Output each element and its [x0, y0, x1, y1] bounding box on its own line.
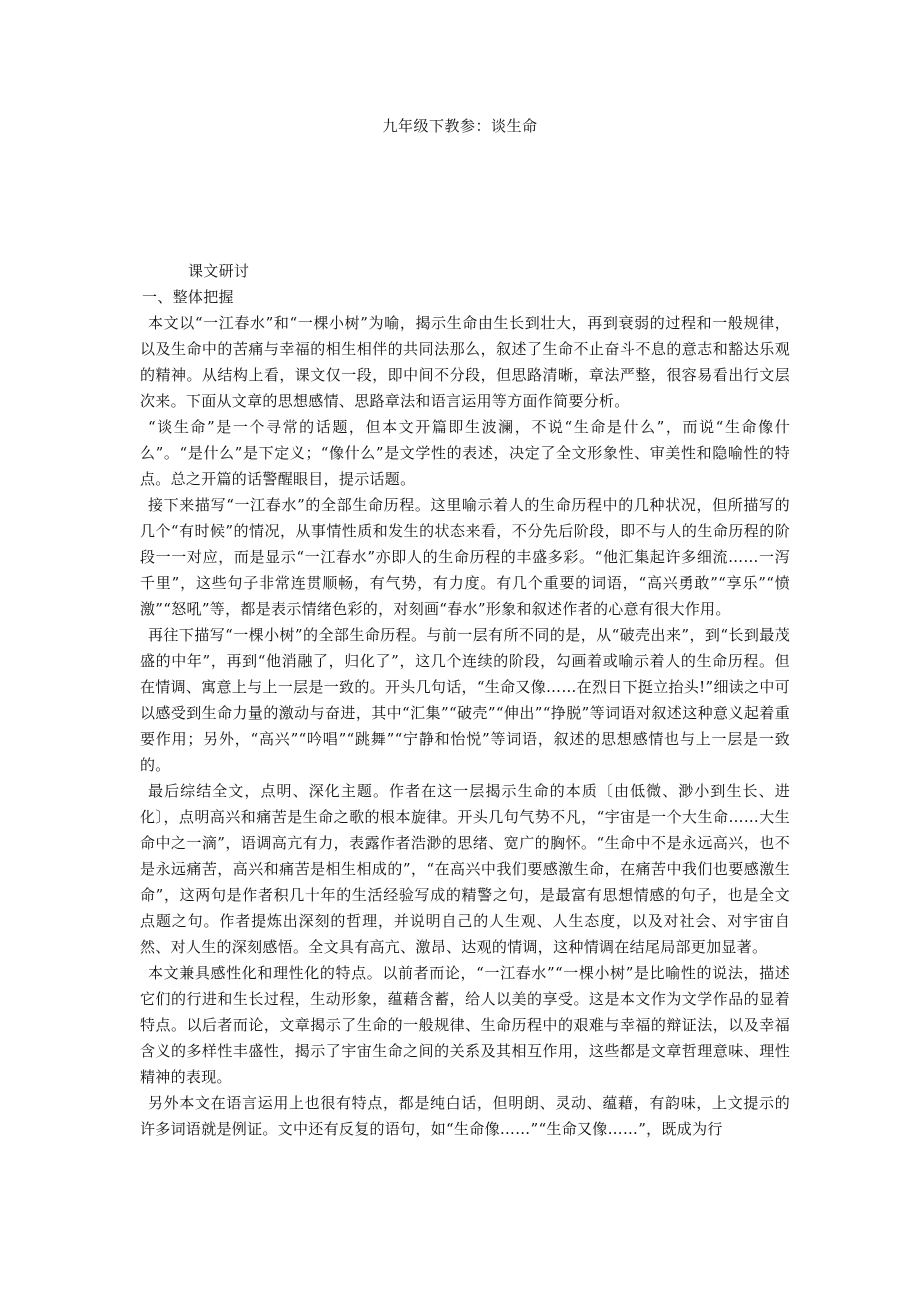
document-title: 九年级下教参：谈生命 [382, 117, 538, 135]
paragraph-1: 本文以“一江春水”和“一棵小树”为喻，揭示生命由生长到壮大，再到衰弱的过程和一般规律，以及生命中的苦痛与幸福的相生相伴的共同法那么，叙述了生命不止奋斗不息的意志和豁达乐观的精神。从结构上看，课文仅一段，即中间不分段，但思路清晰，章法严整，很容易看出行文层次来。下面从文章的思想感情、思路章法和语言运用等方面作简要分析。 [140, 314, 790, 410]
paragraph-7: 另外本文在语言运用上也很有特点，都是纯白话，但明朗、灵动、蕴藉，有韵味，上文提示的许多词语就是例证。文中还有反复的语句，如“生命像……”“生命又像……”，既成为行 [140, 1094, 790, 1138]
paragraph-6: 本文兼具感性化和理性化的特点。以前者而论，“一江春水”“一棵小树”是比喻性的说法，描述它们的行进和生长过程，生动形象，蕴藉含蓄，给人以美的享受。这是本文作为文学作品的显着特点。以后者而论，文章揭示了生命的一般规律、生命历程中的艰难与幸福的辩证法，以及幸福含义的多样性丰盛性，揭示了宇宙生命之间的关系及其相互作用，这些都是文章哲理意味、理性精神的表现。 [140, 964, 790, 1086]
paragraph-2: “谈生命”是一个寻常的话题，但本文开篇即生波澜，不说“生命是什么”，而说“生命像什么”。“是什么”是下定义；“像什么”是文学性的表述，决定了全文形象性、审美性和隐喻性的特点。总之开篇的话警醒眼目，提示话题。 [140, 418, 790, 488]
subheading: 一、整体把握 [142, 288, 234, 306]
document-body [140, 258, 790, 1142]
paragraph-4: 再往下描写“一棵小树”的全部生命历程。与前一层有所不同的是，从“破壳出来”，到“长到最茂盛的中年”，再到“他消融了，归化了”，这几个连续的阶段，勾画着或喻示着人的生命历程。但在情调、寓意上与上一层是一致的。开头几句话，“生命又像……在烈日下挺立抬头!”细读之中可以感受到生命力量的激动与奋进，其中“汇集”“破壳”“伸出”“挣脱”等词语对叙述这种意义起着重要作用；另外，“高兴”“吟唱”“跳舞”“宁静和怡悦”等词语，叙述的思想感情也与上一层是一致的。 [140, 626, 790, 774]
paragraph-3: 接下来描写“一江春水”的全部生命历程。这里喻示着人的生命历程中的几种状况，但所描写的几个“有时候”的情况，从事情性质和发生的状态来看，不分先后阶段，即不与人的生命历程的阶段一一对应，而是显示“一江春水”亦即人的生命历程的丰盛多彩。“他汇集起许多细流……一泻千里”，这些句子非常连贯顺畅，有气势，有力度。有几个重要的词语，“高兴勇敢”“享乐”“愤激”“怒吼”等，都是表示情绪色彩的，对刻画“春水”形象和叙述作者的心意有很大作用。 [140, 496, 790, 618]
section-heading: 课文研讨 [188, 262, 250, 280]
paragraph-5: 最后综结全文，点明、深化主题。作者在这一层揭示生命的本质〔由低微、渺小到生长、进化〕，点明高兴和痛苦是生命之歌的根本旋律。开头几句气势不凡，“宇宙是一个大生命……大生命中之一滴”，语调高亢有力，表露作者浩渺的思绪、宽广的胸怀。“生命中不是永远高兴，也不是永远痛苦，高兴和痛苦是相生相成的”，“在高兴中我们要感激生命，在痛苦中我们也要感激生命”，这两句是作者积几十年的生活经验写成的精警之句，是最富有思想情感的句子，也是全文点题之句。作者提炼出深刻的哲理，并说明自己的人生观、人生态度，以及对社会、对宇宙自然、对人生的深刻感悟。全文具有高亢、激昂、达观的情调，这种情调在结尾局部更加显著。 [140, 782, 790, 956]
